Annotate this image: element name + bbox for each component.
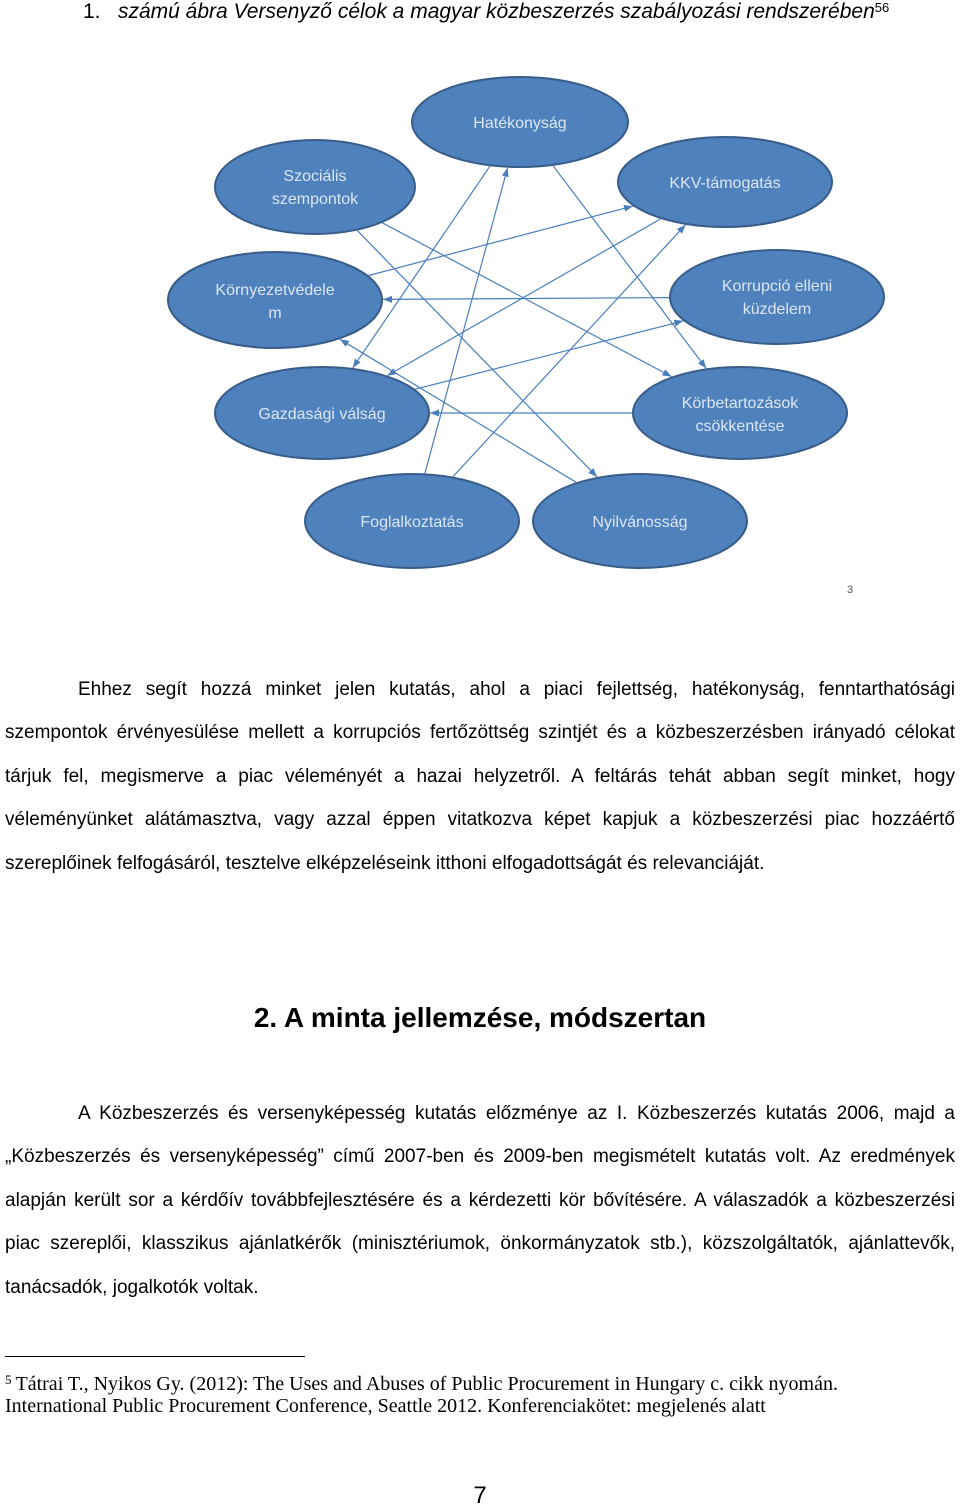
node-label: KKV-támogatás [669,175,781,192]
node-label: Korrupció elleni [721,278,833,295]
node-korrupcio-elleni-kuzdelem [670,250,884,344]
arrow-5 [387,219,660,376]
node-nyilvanossag [533,474,747,568]
node-label: Foglalkoztatás [360,514,464,531]
node-ellipse [215,140,415,234]
node-label: küzdelem [742,301,812,318]
node-hatekonysag [412,77,628,167]
diagram-corner-label: 3 [847,584,854,596]
node-szocialis-szempontok [215,140,415,234]
node-kornyezetvedelem [168,252,382,348]
arrow-2 [369,206,634,275]
node-label: Gazdasági válság [258,406,386,423]
figure-caption [83,0,889,24]
node-korbetartozasok-csokkentese [633,367,847,459]
node-label: csökkentése [695,418,785,435]
node-ellipse [168,252,382,348]
footnote-separator [5,1356,305,1357]
page-number: 7 [473,1482,487,1509]
footnote [5,1373,895,1417]
goals-diagram [0,0,960,600]
arrow-12 [425,168,508,474]
figure-title: számú ábra Versenyző célok a magyar közbeszerzés szabályozási rendszerében [118,0,875,23]
node-label: Környezetvédele [215,282,335,299]
node-label: Szociális [283,168,347,185]
node-label: szempontok [271,191,359,208]
node-label: Nyilvánosság [592,514,688,531]
body-paragraph: Ehhez segít hozzá minket jelen kutatás, ahol a piaci fejlettség, hatékonyság, fenntarthatósági szempontok érvényesülése mellett a korrupciós fertőzöttség szintjét és a közbeszerzésben irányadó célokat tárjuk fel, megismerve a piac véleményét a hazai helyzetről. A feltárás tehát abban segít minket, hogy véleményünket alátámasztva, vagy azzal éppen vitatkozva képet kapjuk a közbeszerzési piac hozzáértő szereplőinek felfogásáról, tesztelve elképzeléseink itthoni elfogadottságát és relevanciáját. [5,679,955,874]
section-heading: 2. A minta jellemzése, módszertan [253,1002,707,1033]
body-paragraph: A Közbeszerzés és versenyképesség kutatás előzménye az I. Közbeszerzés kutatás 2006, majd a „Közbeszerzés és versenyképesség” című 2007-ben és 2009-ben megismételt kutatás volt. Az eredmények alapján került sor a kérdőív továbbfejlesztésére és a kérdezetti kör bővítésére. A válaszadók a közbeszerzési piac szereplői, klasszikus ajánlatkérők (minisztériumok, önkormányzatok stb.), közszolgáltatók, ajánlattevők, tanácsadók, jogalkotók voltak. [5,1103,955,1298]
node-kkv-tamogatas [618,137,832,227]
node-ellipse [633,367,847,459]
node-label: Hatékonyság [473,115,567,132]
footnote-marker: 5 [5,1372,12,1387]
node-foglalkoztatas [305,474,519,568]
node-ellipse [670,250,884,344]
node-label: m [268,305,282,322]
node-gazdasagi-valsag [215,367,429,459]
footnote-text: Tátrai T., Nyikos Gy. (2012): The Uses and Abuses of Public Procurement in Hungary c. cikk nyomán. International Public Procurement Conference, Seattle 2012. Konferenciakötet: megjelenés alatt [5,1373,838,1417]
figure-footnote-ref: 56 [874,0,890,15]
figure-number: 1. [83,0,101,23]
node-label: Körbetartozások [681,395,799,412]
